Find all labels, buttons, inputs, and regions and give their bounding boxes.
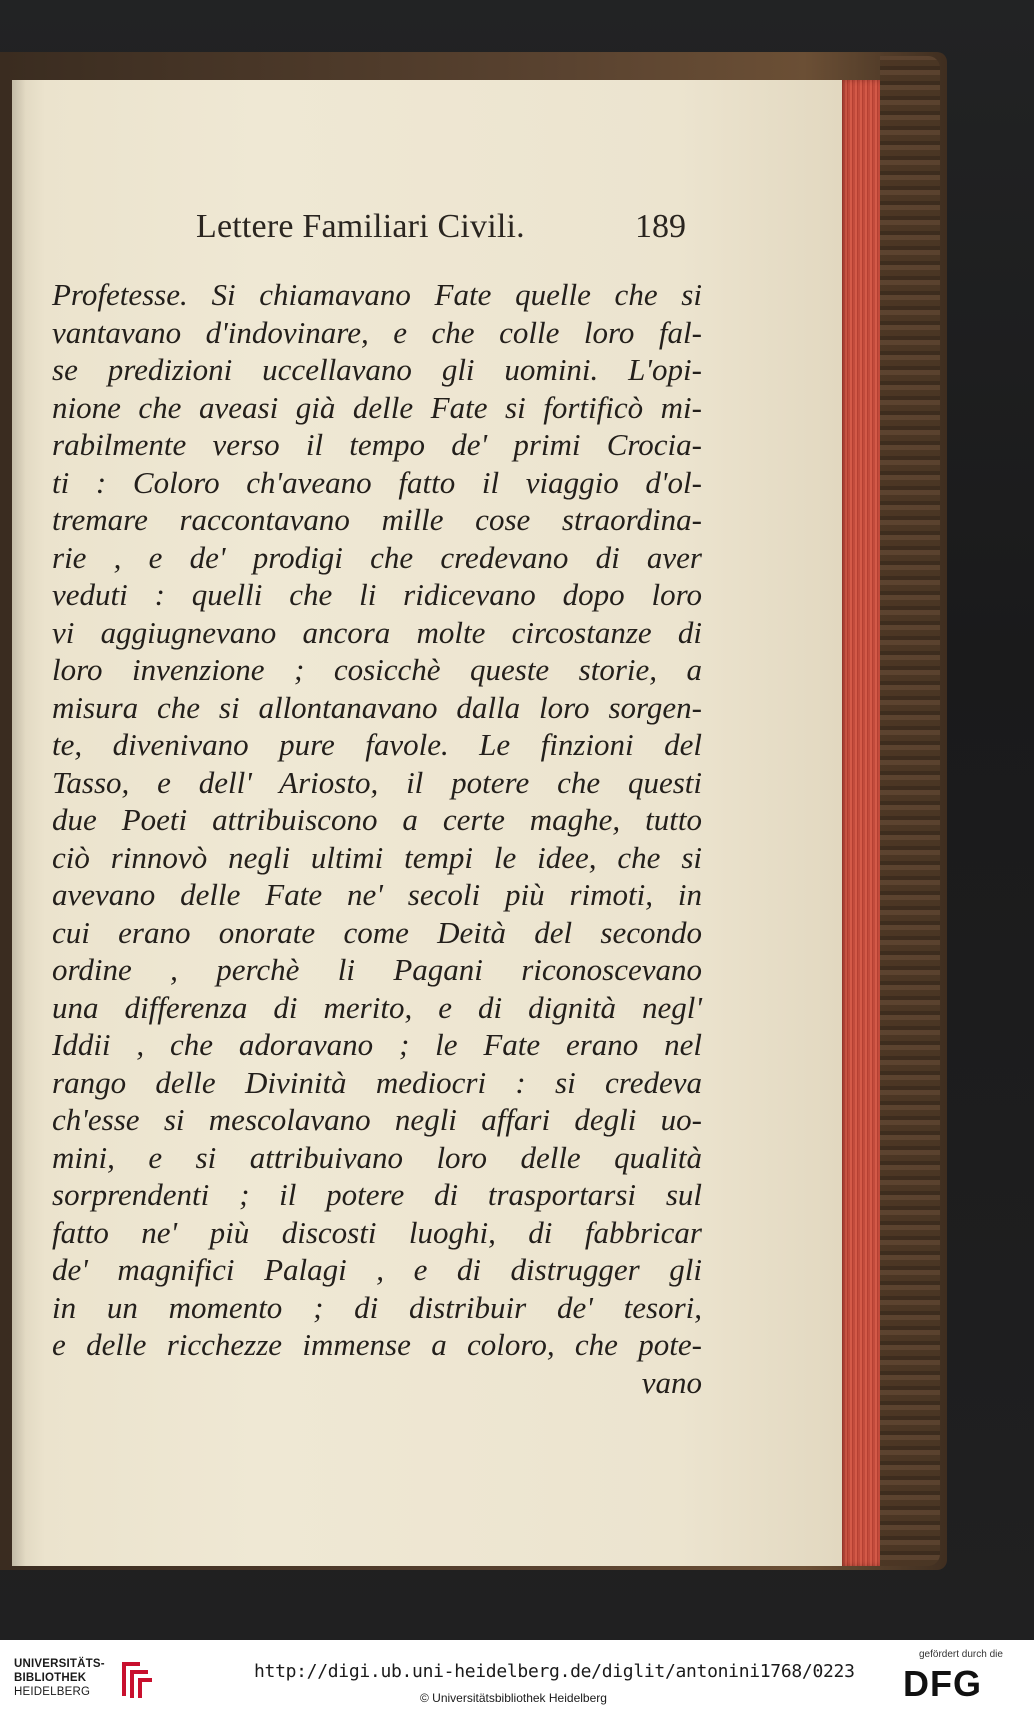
- text-line: vantavano d'indovinare, e che colle loro fal-: [52, 314, 702, 350]
- text-line: vi aggiugnevano ancora molte circostanze di: [52, 614, 702, 650]
- text-line: avevano delle Fate ne' secoli più rimoti, in: [52, 877, 702, 912]
- text-line: tremare raccontavano mille cose straordina-: [52, 502, 702, 537]
- text-line: ordine , perchè li Pagani riconoscevano: [52, 952, 702, 987]
- text-line: rabilmente verso il tempo de' primi Crocia-: [52, 427, 702, 462]
- library-logo-icon: [118, 1656, 154, 1700]
- running-title: Lettere Familiari Civili.: [196, 208, 525, 245]
- library-name-line2: BIBLIOTHEK: [14, 1672, 87, 1684]
- catchword: vano: [641, 1364, 702, 1400]
- text-line: te, divenivano pure favole. Le finzioni del: [52, 727, 702, 762]
- text-line: se predizioni uccellavano gli uomini. L'opi-: [52, 352, 702, 387]
- text-line: sorprendenti ; il potere di trasportarsi sul: [52, 1177, 702, 1212]
- text-line: ti : Coloro ch'aveano fatto il viaggio d'ol-: [52, 464, 702, 500]
- library-name-line1: UNIVERSITÄTS-: [14, 1658, 105, 1670]
- text-line: misura che si allontanavano dalla loro sorgen-: [52, 689, 702, 725]
- text-line: fatto ne' più discosti luoghi, di fabbricar: [52, 1214, 702, 1250]
- copyright-notice: © Universitätsbibliothek Heidelberg: [420, 1691, 607, 1705]
- text-line: Iddii , che adoravano ; le Fate erano nel: [52, 1027, 702, 1062]
- book-page: [12, 80, 842, 1566]
- library-name-line3: HEIDELBERG: [14, 1686, 91, 1698]
- text-line: e delle ricchezze immense a coloro, che pote-: [52, 1327, 702, 1362]
- text-line: cui erano onorate come Deità del secondo: [52, 914, 702, 950]
- text-line: rie , e de' prodigi che credevano di aver: [52, 539, 702, 575]
- text-line: nione che aveasi già delle Fate si fortificò mi-: [52, 389, 702, 425]
- text-line: ch'esse si mescolavano negli affari degli uo-: [52, 1102, 702, 1137]
- text-line: due Poeti attribuiscono a certe maghe, tutto: [52, 802, 702, 837]
- red-page-edge: [838, 80, 880, 1566]
- text-line: una differenza di merito, e di dignità negl': [52, 989, 702, 1025]
- text-line: loro invenzione ; cosicchè queste storie, a: [52, 652, 702, 687]
- running-head: [196, 208, 686, 258]
- text-line: de' magnifici Palagi , e di distrugger gli: [52, 1252, 702, 1287]
- funding-notice: [905, 1649, 1025, 1709]
- text-line: rango delle Divinità mediocri : si credeva: [52, 1064, 702, 1100]
- permalink-url[interactable]: http://digi.ub.uni-heidelberg.de/diglit/antonini1768/0223: [254, 1661, 855, 1682]
- text-line: ciò rinnovò negli ultimi tempi le idee, che si: [52, 839, 702, 875]
- gutter-shadow: [12, 80, 26, 1566]
- funding-text: gefördert durch die: [919, 1649, 1003, 1660]
- library-logo[interactable]: [14, 1654, 149, 1702]
- footer-banner: [0, 1640, 1034, 1715]
- text-line: mini, e si attribuivano loro delle qualità: [52, 1139, 702, 1175]
- body-text: [52, 276, 702, 1401]
- text-line: veduti : quelli che li ridicevano dopo loro: [52, 577, 702, 612]
- text-line: Profetesse. Si chiamavano Fate quelle che si: [52, 277, 702, 312]
- text-line: Tasso, e dell' Ariosto, il potere che questi: [52, 764, 702, 800]
- text-line: in un momento ; di distribuir de' tesori,: [52, 1289, 702, 1325]
- dfg-logo[interactable]: DFG: [903, 1663, 982, 1704]
- page-number: 189: [635, 208, 686, 245]
- cover-edge: [880, 56, 940, 1566]
